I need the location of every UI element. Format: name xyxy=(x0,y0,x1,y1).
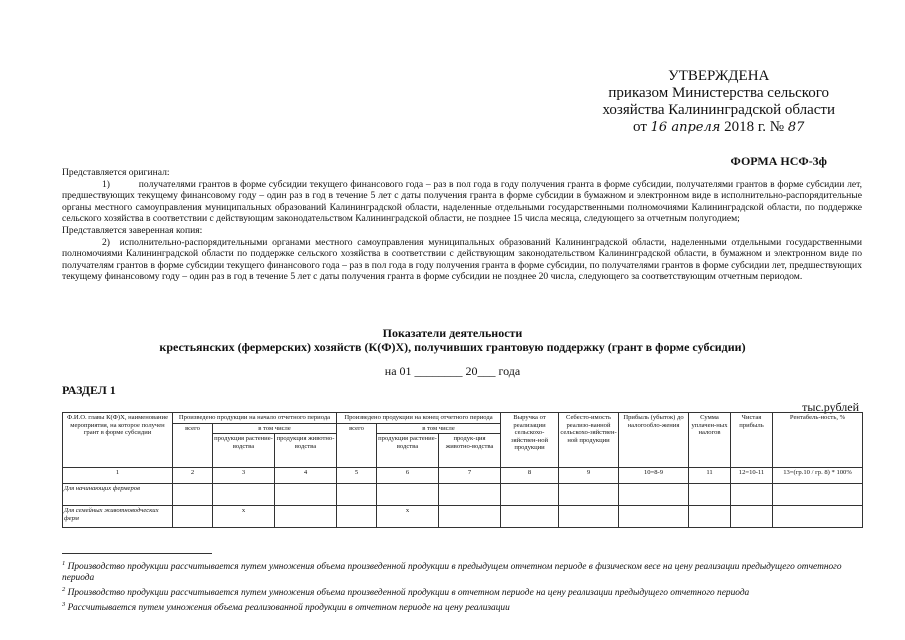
header-animal-end: продук-ция животно-водства xyxy=(439,434,501,468)
approval-block xyxy=(602,68,835,136)
indicators-table xyxy=(62,412,863,528)
header-prod-end: Произведено продукции на конец отчетного периода xyxy=(337,413,501,424)
col-num: 1 xyxy=(63,468,173,484)
header-prod-start: Произведено продукции на начало отчетного периода xyxy=(173,413,337,424)
date-line: на 01 ________ 20___ года xyxy=(384,364,521,378)
heading-line-2: крестьянских (фермерских) хозяйств (К(Ф)Х), получивших грантовую поддержку (грант в форме субсидии) xyxy=(159,340,746,354)
col-num: 12=10-11 xyxy=(731,468,773,484)
header-taxes: Сумма уплачен-ных налогов xyxy=(689,413,731,468)
body-para-1: Представляется оригинал: xyxy=(62,167,170,178)
header-row-1 xyxy=(63,413,863,424)
col-num: 3 xyxy=(213,468,275,484)
col-num: 2 xyxy=(173,468,213,484)
footnote-3 xyxy=(62,599,862,614)
form-code: ФОРМА НСФ-3ф xyxy=(730,154,827,168)
col-num: 5 xyxy=(337,468,377,484)
x-mark: х xyxy=(213,506,275,528)
footnote-2 xyxy=(62,584,862,599)
footnote-1-text: Производство продукции рассчитывается путем умножения объема произведенной продукции в предыдущем отчетном периоде в физическом весе на цену реализации предыдущего отчетного периода xyxy=(62,562,842,584)
col-num: 8 xyxy=(501,468,559,484)
table-row xyxy=(63,484,863,506)
footnote-1-num: 1 xyxy=(62,560,66,567)
body-para-2: 1) получателями грантов в форме субсидии текущего финансового года – раз в пол года в году получения гранта в форме субсидии, получателями грантов в форме субсидии лет, предшествующих текущему финансовому году – один раз в год в течение 5 лет с даты получения гранта в форме субсидии в бумажном и электронном виде в исполнительно-распорядительные органы местного самоуправления муниципальных образований Калининградской области, наделенные отдельными государственными полномочиями Калининградской области, по поддержке сельского хозяйства в соответствии с действующим законодательством Калининградской области, не позднее 15 числа месяца, следующего за отчетным полугодием; xyxy=(62,178,862,225)
footnote-2-num: 2 xyxy=(62,586,66,594)
header-animal-start: продукция животно-водства xyxy=(275,434,337,468)
header-fio: Ф.И.О. главы К(Ф)Х, наименование мероприятия, на которое получен грант в форме субсидии xyxy=(63,413,173,468)
header-profitability: Рентабель-ность, % xyxy=(773,413,863,468)
header-crop-end: продукция растение-водства xyxy=(377,434,439,468)
heading-line-1: Показатели деятельности xyxy=(382,326,523,340)
col-num: 4 xyxy=(275,468,337,484)
col-num: 11 xyxy=(689,468,731,484)
footnote-divider xyxy=(62,553,212,554)
approval-line-1: приказом Министерства сельского xyxy=(608,85,830,101)
col-num: 7 xyxy=(439,468,501,484)
approval-line-2: хозяйства Калининградской области xyxy=(602,102,835,118)
footnotes xyxy=(62,558,862,614)
approval-date-prefix: от xyxy=(633,119,647,135)
header-net-profit: Чистая прибыль xyxy=(731,413,773,468)
header-total-end: всего xyxy=(337,423,377,468)
unit-label: тыс.рублей xyxy=(802,400,859,414)
approval-date-handwritten: 16 апреля xyxy=(650,120,721,135)
col-num: 13=(гр.10 / гр. 8) * 100% xyxy=(773,468,863,484)
body-para-3: Представляется заверенная копия: xyxy=(62,224,203,236)
approval-date xyxy=(602,119,835,136)
footnote-3-num: 3 xyxy=(62,601,66,609)
approval-year: 2018 г. № xyxy=(724,119,785,135)
footnote-3-text: Рассчитывается путем умножения объема реализованной продукции в отчетном периоде на цену реализации xyxy=(67,603,510,614)
header-profit: Прибыль (убыток) до налогообло-жения xyxy=(619,413,689,468)
header-total-start: всего xyxy=(173,423,213,468)
header-incl-end: в том числе xyxy=(377,423,501,434)
x-mark: х xyxy=(377,506,439,528)
approval-title: УТВЕРЖДЕНА xyxy=(668,68,770,84)
section-title: РАЗДЕЛ 1 xyxy=(62,383,116,397)
col-num: 6 xyxy=(377,468,439,484)
header-revenue: Выручка от реализации сельскохо-зяйствен-ной продукции xyxy=(501,413,559,468)
approval-number-handwritten: 87 xyxy=(787,120,805,135)
footnote-1 xyxy=(62,558,862,584)
body-text xyxy=(62,167,862,283)
body-para-4: 2) исполнительно-распорядительными органами местного самоуправления муниципальных образований Калининградской области, наделенными отдельными государственными полномочиями Калининградской области по поддержке сельского хозяйства в соответствии с действующим законодательством Калининградской области, в бумажном и электронном виде по получателям грантов в форме субсидии текущего финансового года – раз в пол года в году получения гранта в форме субсидии, по получателями грантов в форме субсидии лет, предшествующих текущему финансовому году – один раз в год в течение 5 лет с даты получения гранта в форме субсидии не позднее 20 числа, следующего за соответствующим отчетным периодом. xyxy=(62,236,862,283)
header-crop-start: продукция растение-водства xyxy=(213,434,275,468)
column-number-row xyxy=(63,468,863,484)
header-incl-start: в том числе xyxy=(213,423,337,434)
row-label-family-farms: Для семейных животноводческих ферм xyxy=(63,506,173,528)
col-num: 10=8-9 xyxy=(619,468,689,484)
table-row xyxy=(63,506,863,528)
footnote-2-text: Производство продукции рассчитывается путем умножения объема произведенной продукции в отчетном периоде на цену реализации предыдущего отчетного периода xyxy=(67,588,750,599)
table-heading xyxy=(0,326,905,354)
col-num: 9 xyxy=(559,468,619,484)
row-label-beginning-farmers: Для начинающих фермеров xyxy=(63,484,173,506)
header-cost: Себесто-имость реализо-ванной сельскохо-зяйствен-ной продукции xyxy=(559,413,619,468)
